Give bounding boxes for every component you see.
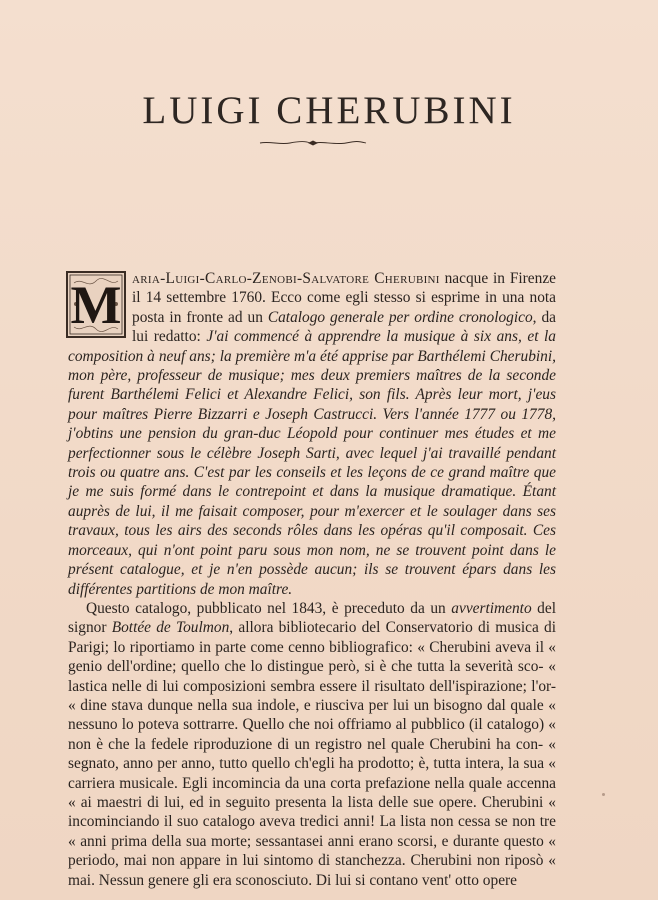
- decorated-initial: [66, 271, 126, 338]
- p2-text-2: del signor: [68, 599, 556, 637]
- paragraph-1: [68, 269, 556, 599]
- catalog-title: Catalogo generale per ordine cronologico: [267, 308, 533, 326]
- intro-text: nacque in Firenze il 14 settembre 1760. Ecco come egli stesso si esprime in una nota posta in fronte ad un: [132, 270, 556, 326]
- after-title-text: , da lui redatto:: [132, 308, 556, 346]
- ornamental-rule: [258, 138, 368, 148]
- dropcap-letter: M: [70, 274, 122, 335]
- page-title: LUIGI CHERUBINI: [142, 89, 516, 133]
- text-body: [68, 269, 556, 890]
- paper-speck: [602, 793, 605, 796]
- bottee-name: Bottée de Toulmon: [111, 619, 230, 637]
- p2-text-1: Questo catalogo, pubblicato nel 1843, è preceduto da un: [86, 599, 452, 617]
- p2-text-3: , allora bibliotecario del Conservatorio di musica di Parigi; lo riportiamo in parte come cenno bibliografico: « Cherubini aveva il « genio dell'ordine; quello che lo distingue però, si è che tutta la severità sco- « lastica nelle di lui composizioni sembra essere il risultato dell'ispirazione; l'or- « dine stava dunque nella sua indole, e riusciva per lui un bisogno dal quale « nessuno lo poteva sottrarre. Quello che noi offriamo al pubblico (il catalogo) « non è che la fedele riproduzione di un registro nel quale Cherubini ha con- « segnato, anno per anno, tutto quello ch'egli ha prodotto; è, tutta intera, la sua « carriera musicale. Egli incomincia da una corta prefazione nella quale accenna « ai maestri di lui, ed in seguito presenta la lista delle sue opere. Cherubini « incominciando il suo catalogo aveva tredici anni! La lista non cessa se non tre « anni prima della sua morte; sessantasei anni erano scorsi, e durante questo « periodo, mai non appare in lui sintomo di stanchezza. Cherubini non riposò « mai. Nessun genere gli era sconosciuto. Di lui si contano vent' otto opere: [68, 619, 556, 889]
- paragraph-2: [68, 599, 556, 890]
- avvertimento-word: avvertimento: [451, 599, 532, 617]
- name-smallcaps: aria-Luigi-Carlo-Zenobi-Salvatore Cherubini: [132, 270, 440, 287]
- french-quote: J'ai commencé à apprendre la musique à six ans, et la composition à neuf ans; la première m'a été apprise par Barthélemi Cherubini, mon père, professeur de musique; mes deux premiers maîtres de la seconde furent Barthélemi Felici et Alexandre Felici, son fils. Après leur mort, j'eus pour maîtres Pierre Bizzarri e Joseph Castrucci. Vers l'année 1777 ou 1778, j'obtins une pension du gran-duc Léopold pour continuer mes études et me perfectionner sous le célèbre Joseph Sarti, avec lequel j'ai travaillé pendant trois ou quatre ans. C'est par les conseils et les leçons de ce grand maître que je me suis formé dans le contrepoint et dans la musique dramatique. Étant auprès de lui, il me faisait composer, pour m'exercer et le soulager dans ses travaux, tous les airs des seconds rôles dans les opéras qu'il composait. Ces morceaux, qui n'ont point paru sous mon nom, ne se trouvent point dans le présent catalogue, et je n'en possède aucun; ils se trouvent épars dans les différentes partitions de mon maître.: [68, 328, 556, 598]
